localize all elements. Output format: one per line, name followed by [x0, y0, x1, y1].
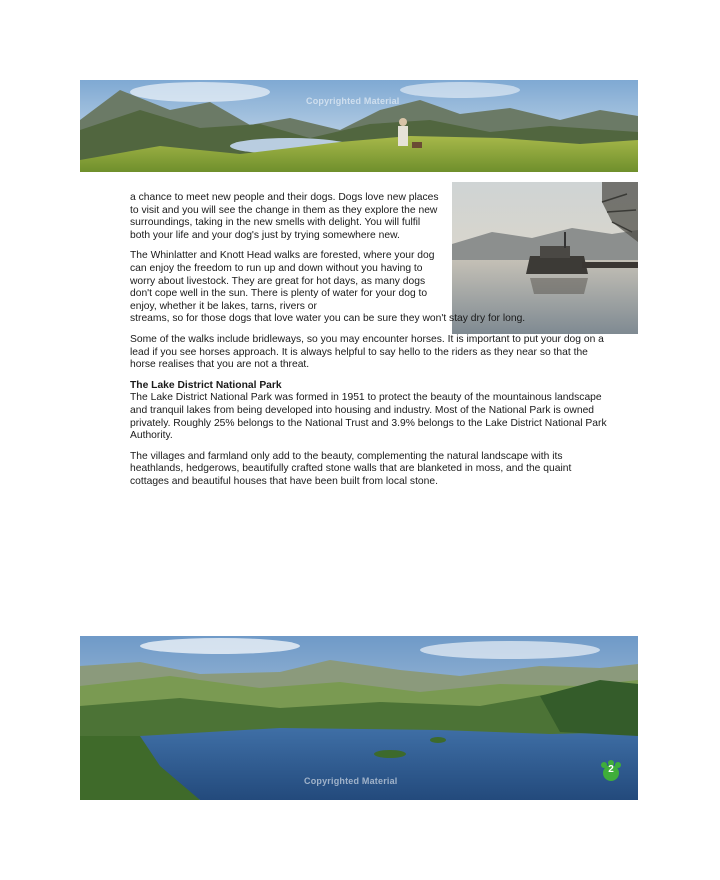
page-number: 2: [608, 764, 614, 775]
paragraph-5: The villages and farmland only add to the beauty, complementing the natural landscape with its heathlands, hedgerows, beautifully crafted stone walls that are blanketed in moss, and the quaint cottages and beautiful houses that have been built from local stone.: [130, 450, 572, 487]
book-page: [80, 80, 638, 800]
paragraph-2a: The Whinlatter and Knott Head walks are forested, where your dog can enjoy the freedom to run up and down without you having to worry about livestock. They are great for hot days, as many dogs don't cope well in the sun. There is plenty of water for your dog to enjoy, whether it be lakes, tarns, rivers or: [130, 250, 435, 312]
body-text: [130, 192, 610, 496]
bottom-landscape-photo: [80, 636, 638, 800]
paragraph-2b: streams, so for those dogs that love water you can be sure they won't stay dry for long.: [130, 313, 526, 325]
top-landscape-photo: [80, 80, 638, 172]
page-number-badge: [600, 760, 622, 782]
section-heading: The Lake District National Park: [130, 379, 282, 391]
watermark-top: Copyrighted Material: [306, 96, 400, 106]
paragraph-3: Some of the walks include bridleways, so you may encounter horses. It is important to put your dog on a lead if you see horses approach. It is always helpful to say hello to the riders as they near so that the horse realises that you are not a threat.: [130, 333, 604, 371]
paragraph-4: The Lake District National Park was formed in 1951 to protect the beauty of the mountainous landscape and tranquil lakes from being developed into housing and industry. Most of the National Park is owned privately. Roughly 25% belongs to the National Trust and 3.9% belongs to the Lake District National Park Authority.: [130, 392, 607, 442]
watermark-bottom: Copyrighted Material: [304, 776, 398, 786]
paragraph-1: a chance to meet new people and their dogs. Dogs love new places to visit and you will see the change in them as they explore the new surroundings, taking in the new smells with delight. You will fulfil both your life and your dog's just by trying somewhere new.: [130, 192, 439, 241]
top-landscape-illustration: [80, 80, 638, 172]
